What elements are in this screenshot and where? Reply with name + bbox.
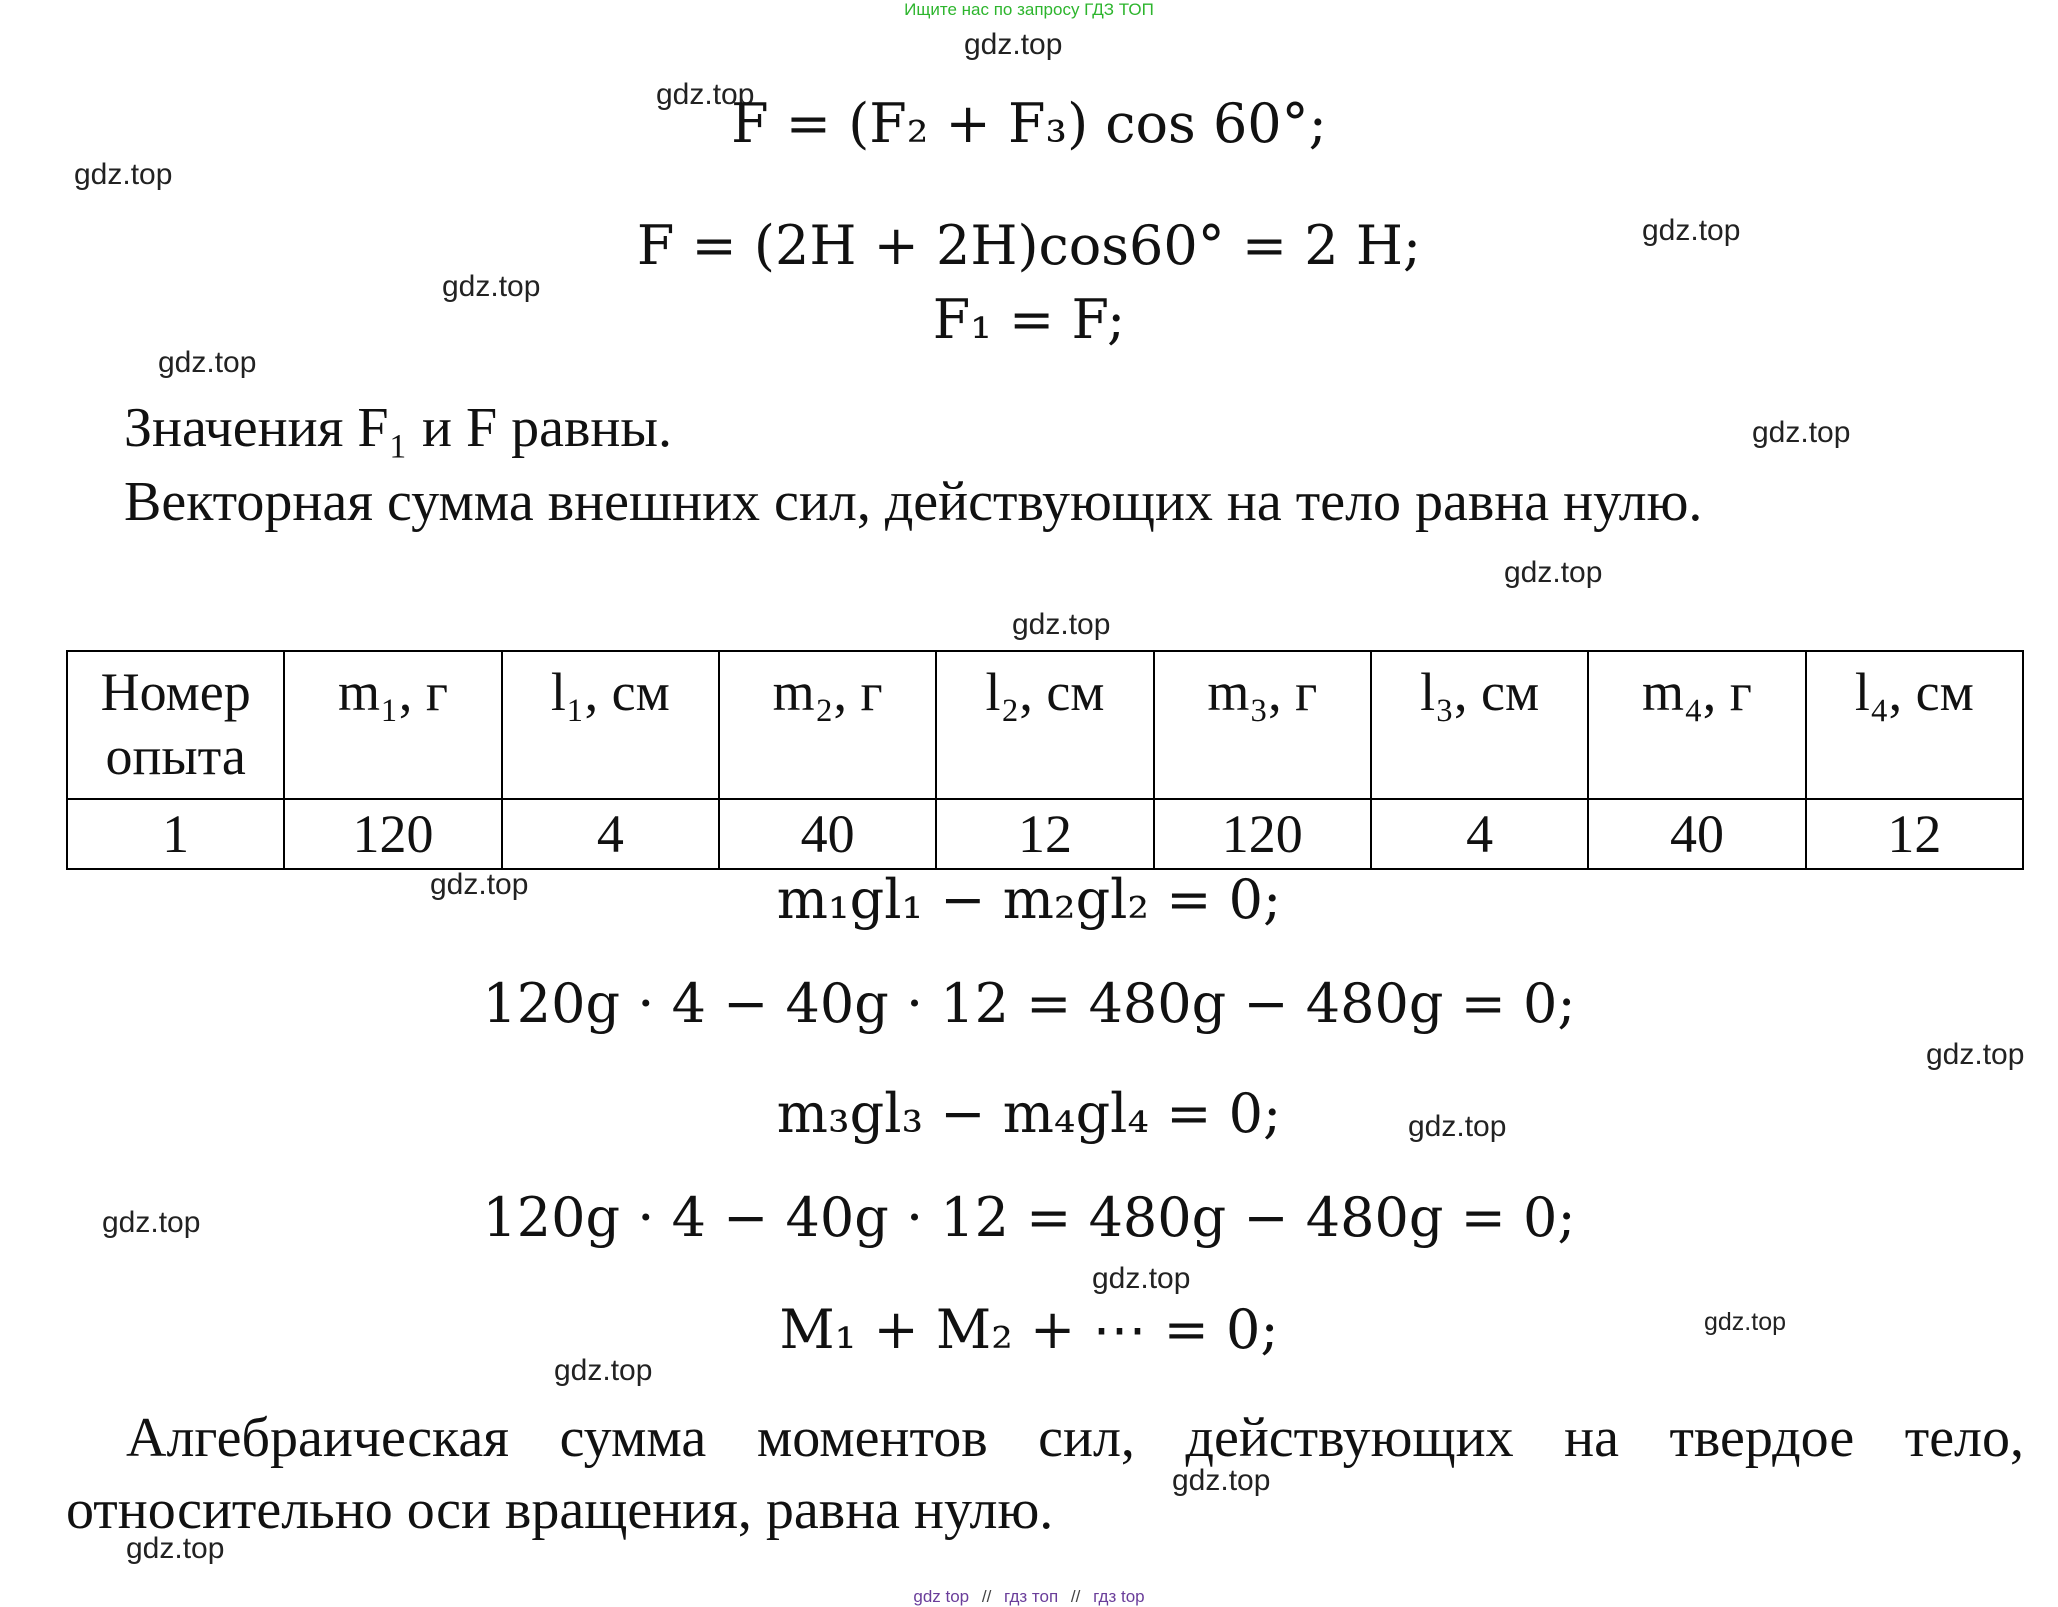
watermark: gdz.top xyxy=(1504,556,1603,589)
watermark: gdz.top xyxy=(554,1354,653,1387)
watermark: gdz.top xyxy=(126,1532,225,1565)
table-cell: 120 xyxy=(284,799,501,869)
conclusion-line: относительно оси вращения, равна нулю. xyxy=(66,1479,1054,1541)
header-cell: m₁, г xyxy=(284,651,501,799)
equation-text: 120g · 4 − 40g · 12 = 480g − 480g = 0; xyxy=(482,1186,1576,1249)
equation-text: m₃gl₃ − m₄gl₄ = 0; xyxy=(776,1082,1282,1145)
watermark: gdz.top xyxy=(964,28,1063,61)
watermark: gdz.top xyxy=(1642,214,1741,247)
table-row xyxy=(67,799,2023,869)
watermark: gdz.top xyxy=(102,1206,201,1239)
watermark: gdz.top xyxy=(158,346,257,379)
header-cell: Номер опыта xyxy=(67,651,284,799)
equation-moments-1 xyxy=(0,868,2058,931)
table-cell: 40 xyxy=(1588,799,1805,869)
equation-text: F = (2H + 2H)cos60° = 2 H; xyxy=(636,214,1422,277)
header-cell: m₃, г xyxy=(1154,651,1371,799)
table-header-row xyxy=(67,651,2023,799)
footer-link[interactable]: гдз top xyxy=(1093,1587,1145,1606)
header-cell: l₂, см xyxy=(936,651,1153,799)
watermark: gdz.top xyxy=(1704,1308,1787,1336)
watermark: gdz.top xyxy=(1092,1262,1191,1295)
watermark: gdz.top xyxy=(1752,416,1851,449)
table-cell: 120 xyxy=(1154,799,1371,869)
watermark: gdz.top xyxy=(1926,1038,2025,1071)
equation-resultant xyxy=(0,92,2058,155)
header-cell: l₄, см xyxy=(1806,651,2023,799)
watermark: gdz.top xyxy=(656,78,755,111)
watermark: gdz.top xyxy=(1012,608,1111,641)
footer-link[interactable]: гдз топ xyxy=(1004,1587,1059,1606)
table-cell: 4 xyxy=(1371,799,1588,869)
equation-text: m₁gl₁ − m₂gl₂ = 0; xyxy=(776,868,1282,931)
watermark: gdz.top xyxy=(1172,1464,1271,1497)
header-cell: m₂, г xyxy=(719,651,936,799)
equation-f1-equals-f xyxy=(0,288,2058,351)
equation-moments-2 xyxy=(0,1082,2058,1145)
table-cell: 1 xyxy=(67,799,284,869)
equation-text: F = (F₂ + F₃) cos 60°; xyxy=(731,92,1327,155)
equation-resultant-value xyxy=(0,214,2058,277)
table-cell: 40 xyxy=(719,799,936,869)
footer-link[interactable]: gdz top xyxy=(913,1587,970,1606)
table-cell: 12 xyxy=(936,799,1153,869)
equation-text: F₁ = F; xyxy=(932,288,1126,351)
statement-values-equal: Значения F₁ и F равны. xyxy=(124,397,673,459)
equation-moments-1-calc xyxy=(0,972,2058,1035)
footer-separator: // xyxy=(981,1587,992,1606)
footer-links xyxy=(0,1587,2058,1607)
header-cell: l₁, см xyxy=(502,651,719,799)
conclusion-line: Алгебраическая сумма моментов сил, действующих на твердое тело, xyxy=(126,1407,2024,1469)
equation-text: M₁ + M₂ + ⋯ = 0; xyxy=(779,1298,1279,1361)
statement-vector-sum: Векторная сумма внешних сил, действующих на тело равна нулю. xyxy=(124,471,1703,533)
watermark: gdz.top xyxy=(430,868,529,901)
footer-separator: // xyxy=(1070,1587,1081,1606)
watermark: gdz.top xyxy=(74,158,173,191)
equation-text: 120g · 4 − 40g · 12 = 480g − 480g = 0; xyxy=(482,972,1576,1035)
equation-moments-2-calc xyxy=(0,1186,2058,1249)
header-cell: l₃, см xyxy=(1371,651,1588,799)
header-cell: m₄, г xyxy=(1588,651,1805,799)
experiment-table xyxy=(66,650,2024,870)
top-banner[interactable]: Ищите нас по запросу ГДЗ ТОП xyxy=(904,0,1154,19)
watermark: gdz.top xyxy=(442,270,541,303)
watermark: gdz.top xyxy=(1408,1110,1507,1143)
table-cell: 4 xyxy=(502,799,719,869)
equation-moment-sum xyxy=(0,1298,2058,1361)
conclusion-paragraph xyxy=(66,1402,2024,1546)
table-cell: 12 xyxy=(1806,799,2023,869)
